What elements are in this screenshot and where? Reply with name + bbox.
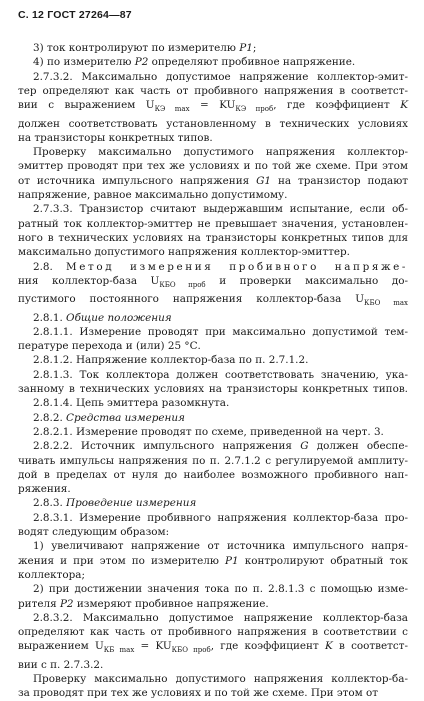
text-line: выражением $U_{КБ max} = KU_{КБО проб}$, где коэффициент K в соответст-	[18, 640, 408, 655]
text-line: 2.8.2. Средства измерения	[33, 411, 185, 424]
text-line: ряжения.	[18, 483, 71, 496]
text-line: 2.8.3.1. Измерение пробивного напряжения коллектор-база про-	[33, 511, 408, 524]
text-line: 2.8.1. Общие положения	[33, 311, 172, 324]
text-line: пературе перехода и (или) 25 °С.	[18, 340, 201, 353]
text-line: дой в пределах от нуля до наиболее возможного пробивного нап-	[18, 468, 408, 481]
text-line: жения и при этом по измерителю P1 контролируют обратный ток	[18, 554, 408, 567]
text-line: 3) ток контролируют по измерителю P1;	[33, 42, 257, 54]
text-line: 2.8.3.2. Максимально допустимое напряжение коллектор-база	[33, 611, 408, 624]
text-line: 2.8.2.2. Источник импульсного напряжения G должен обеспе-	[33, 440, 409, 453]
text-line: Проверку максимально допустимого напряжения коллектор-	[33, 146, 408, 159]
body-text	[18, 41, 408, 701]
standard-number: ГОСТ 27264—87	[47, 9, 132, 21]
page-number: С. 12	[18, 9, 45, 21]
text-line: ратный ток коллектор-эмиттер не превышает значения, установлен-	[18, 217, 408, 230]
text-line: напряжение, равное максимально допустимому.	[18, 189, 288, 202]
text-line: 2) при достижении значения тока по п. 2.8.1.3 с помощью изме-	[33, 583, 408, 596]
text-line: ния коллектор-база $U_{КБО проб}$ и проверки максимально до-	[18, 274, 409, 289]
text-line: 2.8.1.4. Цепь эмиттера разомкнута.	[33, 397, 230, 410]
text-line: пустимого постоянного напряжения коллектор-база $U_{КБО max}$	[18, 293, 408, 308]
page-header	[18, 9, 132, 21]
text-line: за проводят при тех же условиях и по той же схеме. При этом от	[18, 687, 379, 700]
text-line: ного в технических условиях на транзисторы конкретных типов для	[18, 231, 408, 244]
text-line: 2.8.1.2. Напряжение коллектор-база по п. 2.7.1.2.	[33, 354, 309, 367]
text-line: Проверку максимально допустимого напряжения коллектор-ба-	[33, 673, 408, 686]
text-line: коллектора;	[18, 568, 85, 581]
text-line: должен соответствовать установленному в технических условиях	[18, 117, 408, 130]
text-line: 2.7.3.3. Транзистор считают выдержавшим испытание, если об-	[33, 203, 408, 216]
text-line: эмиттер проводят при тех же условиях и по той же схеме. При этом	[18, 160, 408, 173]
text-line: определяют как часть от пробивного напряжения в соответствии с	[18, 626, 408, 639]
text-line: вии с п. 2.7.3.2.	[18, 658, 104, 671]
text-line: от источника импульсного напряжения G1 на транзистор подают	[18, 174, 409, 187]
text-line: 2.8. Метод измерения пробивного напряже-	[33, 260, 408, 273]
text-line: 2.8.1.3. Ток коллектора должен соответствовать значению, ука-	[33, 368, 408, 381]
text-line: водят следующим образом:	[18, 526, 170, 539]
text-line: 4) по измерителю P2 определяют пробивное напряжение.	[33, 56, 356, 69]
text-line: 2.8.1.1. Измерение проводят при максимально допустимой тем-	[33, 325, 408, 338]
text-line: на транзисторы конкретных типов.	[18, 131, 213, 144]
text-line: вии с выражением $U_{КЭ max} = KU_{КЭ проб}$, где коэффициент K	[18, 99, 408, 114]
text-line: занному в технических условиях на транзисторы конкретных типов.	[18, 383, 408, 396]
text-line: чивать импульсы напряжения по п. 2.7.1.2 с регулируемой амплиту-	[18, 454, 408, 467]
text-line: тер определяют как часть от пробивного напряжения в соответст-	[18, 84, 408, 97]
text-line: 2.8.2.1. Измерение проводят по схеме, приведенной на черт. 3.	[33, 425, 384, 438]
text-line: 2.8.3. Проведение измерения	[33, 497, 197, 510]
text-line: 1) увеличивают напряжение от источника импульсного напря-	[33, 540, 408, 553]
text-line: рителя P2 измеряют пробивное напряжение.	[18, 597, 269, 610]
text-line: 2.7.3.2. Максимально допустимое напряжение коллектор-эмит-	[33, 70, 408, 83]
text-line: максимально допустимого напряжения коллектор-эмиттер.	[18, 246, 350, 259]
